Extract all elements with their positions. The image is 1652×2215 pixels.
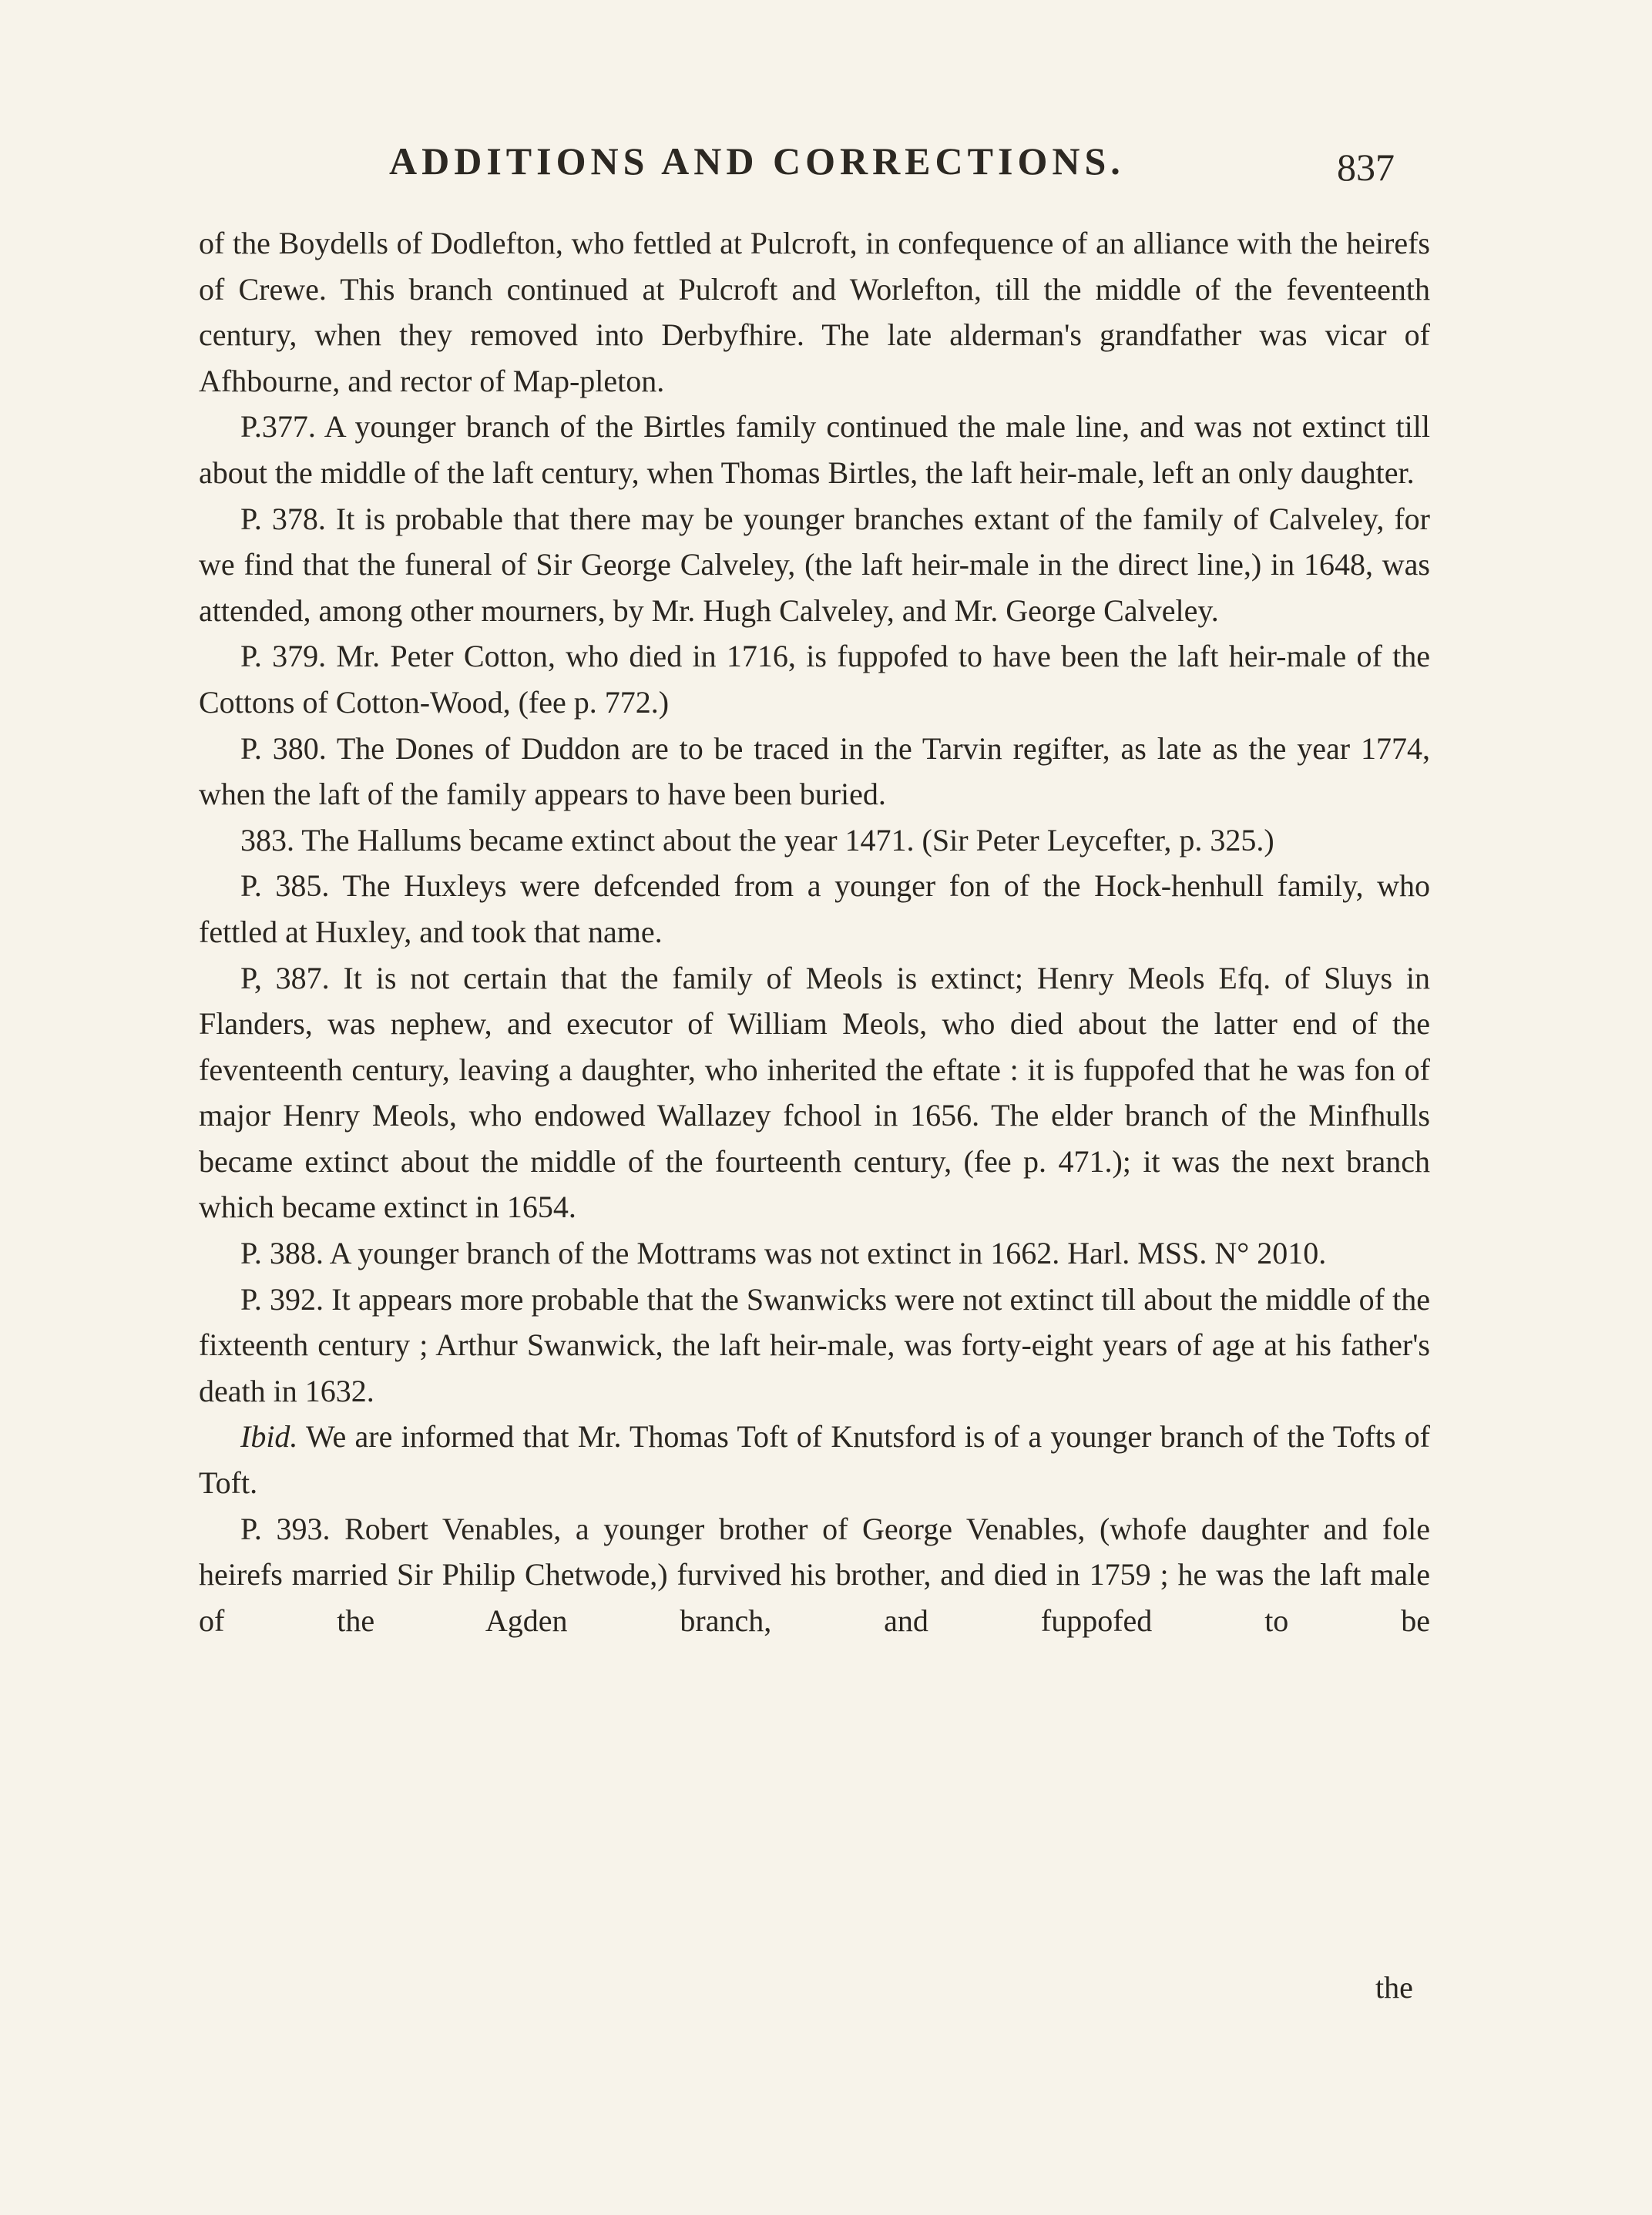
catchword: the	[1375, 1970, 1413, 2005]
ibid-lead: Ibid.	[240, 1419, 298, 1455]
paragraph-p388: P. 388. A younger branch of the Mottrams was not extinct in 1662. Harl. MSS. N° 2010.	[240, 1236, 1327, 1271]
ibid-text: We are informed that Mr. Thomas Toft of Knutsford is of a younger branch of the Tofts of Toft.	[199, 1419, 1430, 1501]
paragraph-383: 383. The Hallums became extinct about the year 1471. (Sir Peter Leycefter, p. 325.)	[240, 822, 1274, 857]
paragraph-boydells: of the Boydells of Dodlefton, who fettled at Pulcroft, in confequence of an alliance with the heirefs of Crewe. This branch continued at Pulcroft and Worlefton, till the middle of the feventeenth century, when they removed into Derbyfhire. The late alderman's grandfather was vicar of Afhbourne, and rector of Map-pleton.	[199, 226, 1430, 398]
running-head-title: ADDITIONS AND CORRECTIONS.	[389, 139, 1125, 183]
paragraph-p385: P. 385. The Huxleys were defcended from a younger fon of the Hock-henhull family, who fettled at Huxley, and took that name.	[199, 868, 1430, 949]
body-text	[199, 220, 1430, 1643]
paragraph-ibid	[199, 1414, 1430, 1505]
paragraph-p393: P. 393. Robert Venables, a younger brother of George Venables, (whofe daughter and fole heirefs married Sir Philip Chetwode,) furvived his brother, and died in 1759 ; he was the laft male of the Agden branch, and fuppofed to be	[199, 1511, 1430, 1638]
page-number: 837	[1337, 146, 1395, 189]
paragraph-p380: P. 380. The Dones of Duddon are to be traced in the Tarvin regifter, as late as the year 1774, when the laft of the family appears to have been buried.	[199, 730, 1430, 812]
paragraph-p379: P. 379. Mr. Peter Cotton, who died in 1716, is fuppofed to have been the laft heir-male of the Cottons of Cotton-Wood, (fee p. 772.)	[199, 639, 1430, 720]
paragraph-p392: P. 392. It appears more probable that the Swanwicks were not extinct till about the middle of the fixteenth century ; Arthur Swanwick, the laft heir-male, was forty-eight years of age at his father's death in 1632.	[199, 1281, 1430, 1408]
paragraph-p377: P.377. A younger branch of the Birtles family continued the male line, and was not extinct till about the middle of the laft century, when Thomas Birtles, the laft heir-male, left an only daughter.	[199, 409, 1430, 490]
paragraph-p378: P. 378. It is probable that there may be younger branches extant of the family of Calveley, for we find that the funeral of Sir George Calveley, (the laft heir-male in the direct line,) in 1648, was attended, among other mourners, by Mr. Hugh Calveley, and Mr. George Calveley.	[199, 501, 1430, 628]
paragraph-p387: P, 387. It is not certain that the family of Meols is extinct; Henry Meols Efq. of Sluys in Flanders, was nephew, and executor of William Meols, who died about the latter end of the feventeenth century, leaving a daughter, who inherited the eftate : it is fuppofed that he was fon of major Henry Meols, who endowed Wallazey fchool in 1656. The elder branch of the Minfhulls became extinct about the middle of the fourteenth century, (fee p. 471.); it was the next branch which became extinct in 1654.	[199, 960, 1430, 1225]
